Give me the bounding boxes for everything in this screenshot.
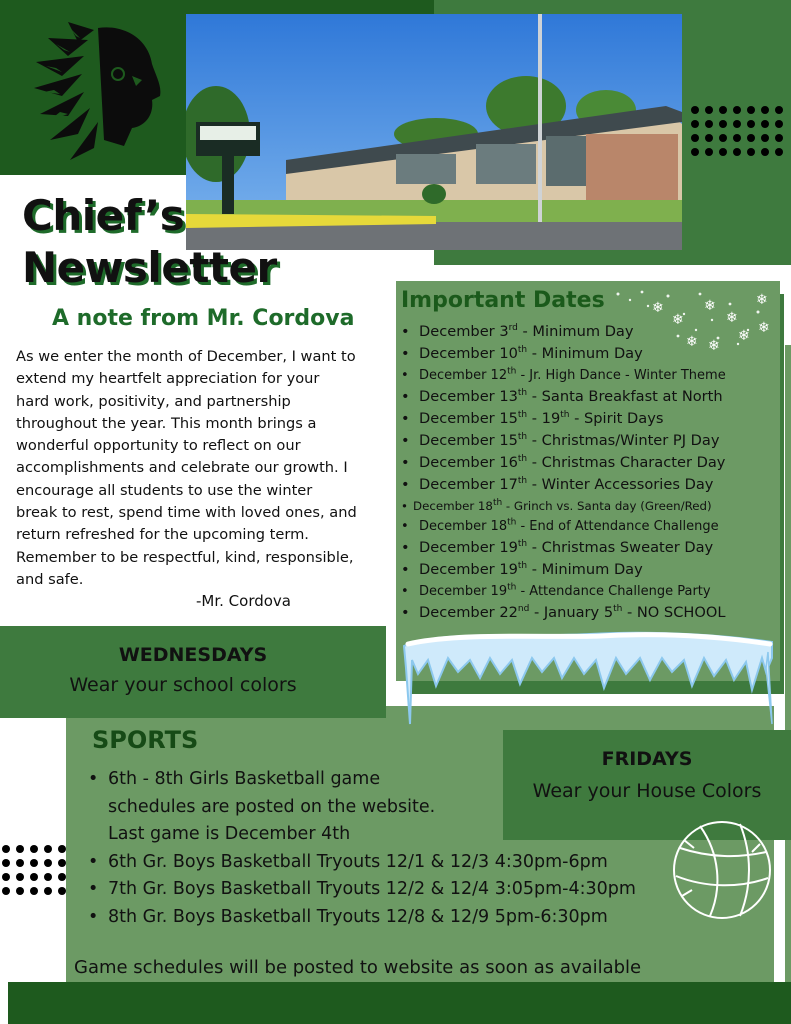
wednesdays-banner bbox=[0, 626, 386, 718]
note-line: break to rest, spend time with loved ones, and bbox=[16, 504, 357, 522]
svg-text:❄: ❄ bbox=[686, 334, 698, 350]
sports-item: • 7th Gr. Boys Basketball Tryouts 12/2 & 12/4 3:05pm-4:30pm bbox=[86, 876, 636, 904]
sports-item: • 6th Gr. Boys Basketball Tryouts 12/1 & 12/3 4:30pm-6pm bbox=[86, 849, 636, 877]
date-item: • December 12th - Jr. High Dance - Winter Theme bbox=[399, 365, 779, 386]
date-item: • December 19th - Attendance Challenge Party bbox=[399, 581, 779, 602]
fridays-text: Wear your House Colors bbox=[532, 780, 762, 802]
note-line: extend my heartfelt appreciation for your bbox=[16, 370, 320, 388]
svg-text:❄: ❄ bbox=[738, 328, 750, 344]
right-edge-line bbox=[785, 345, 791, 985]
note-line: accomplishments and celebrate our growth. I bbox=[16, 459, 348, 477]
note-line: return refreshed for the upcoming term. bbox=[16, 526, 309, 544]
note-line: encourage all students to use the winter bbox=[16, 481, 313, 499]
svg-text:❄: ❄ bbox=[758, 320, 770, 336]
wednesdays-heading: WEDNESDAYS bbox=[118, 644, 268, 666]
wednesdays-text: Wear your school colors bbox=[69, 674, 297, 696]
chief-logo-icon bbox=[28, 16, 168, 164]
date-item: • December 18th - End of Attendance Challenge bbox=[399, 516, 779, 537]
date-item: • December 22nd - January 5th - NO SCHOOL bbox=[399, 602, 779, 624]
date-item: • December 19th - Minimum Day bbox=[399, 559, 779, 581]
svg-text:❄: ❄ bbox=[672, 312, 684, 328]
basketball-icon bbox=[670, 818, 774, 922]
note-heading: A note from Mr. Cordova bbox=[52, 306, 355, 331]
date-item: • December 15th - 19th - Spirit Days bbox=[399, 408, 779, 430]
note-signature: -Mr. Cordova bbox=[196, 592, 292, 610]
dot-grid-icon bbox=[0, 843, 68, 897]
sports-footer-note: Game schedules will be posted to website as soon as available bbox=[74, 957, 642, 978]
note-line: and safe. bbox=[16, 570, 84, 588]
date-item: • December 13th - Santa Breakfast at North bbox=[399, 386, 779, 408]
icicles-icon bbox=[400, 628, 776, 728]
date-item: • December 16th - Christmas Character Day bbox=[399, 452, 779, 474]
svg-text:❄: ❄ bbox=[726, 310, 738, 326]
title-line-2: Newsletter bbox=[22, 243, 277, 292]
svg-text:❄: ❄ bbox=[708, 338, 720, 354]
title-line-1: Chief’s bbox=[22, 191, 185, 240]
date-item: • December 10th - Minimum Day bbox=[399, 343, 779, 365]
note-line: throughout the year. This month brings a bbox=[16, 414, 317, 432]
date-item: • December 15th - Christmas/Winter PJ Day bbox=[399, 430, 779, 452]
top-strip-dark bbox=[186, 0, 434, 14]
date-item: • December 3rd - Minimum Day bbox=[399, 321, 779, 343]
important-dates-list bbox=[399, 321, 779, 624]
dot-grid-icon bbox=[690, 104, 791, 160]
note-line: Remember to be respectful, kind, responsible, bbox=[16, 548, 354, 566]
note-line: As we enter the month of December, I want to bbox=[16, 348, 356, 365]
svg-text:❄: ❄ bbox=[704, 298, 716, 314]
newsletter-title bbox=[22, 190, 277, 294]
note-body bbox=[16, 346, 388, 591]
svg-text:❄: ❄ bbox=[756, 292, 768, 308]
date-item: • December 18th - Grinch vs. Santa day (Green/Red) bbox=[399, 496, 779, 516]
date-item: • December 19th - Christmas Sweater Day bbox=[399, 537, 779, 559]
svg-text:❄: ❄ bbox=[652, 300, 664, 316]
sports-item: • 6th - 8th Girls Basketball game schedules are posted on the website. Last game is December 4th bbox=[86, 766, 636, 849]
date-item: • December 17th - Winter Accessories Day bbox=[399, 474, 779, 496]
sports-list bbox=[86, 766, 636, 931]
note-line: wonderful opportunity to reflect on our bbox=[16, 437, 301, 455]
sports-item: • 8th Gr. Boys Basketball Tryouts 12/8 & 12/9 5pm-6:30pm bbox=[86, 904, 636, 932]
note-line: hard work, positivity, and partnership bbox=[16, 392, 291, 410]
bottom-footer-bar bbox=[8, 982, 791, 1024]
important-dates-title: Important Dates bbox=[401, 288, 605, 313]
fridays-heading: FRIDAYS bbox=[601, 748, 693, 770]
sports-title: SPORTS bbox=[92, 726, 199, 754]
